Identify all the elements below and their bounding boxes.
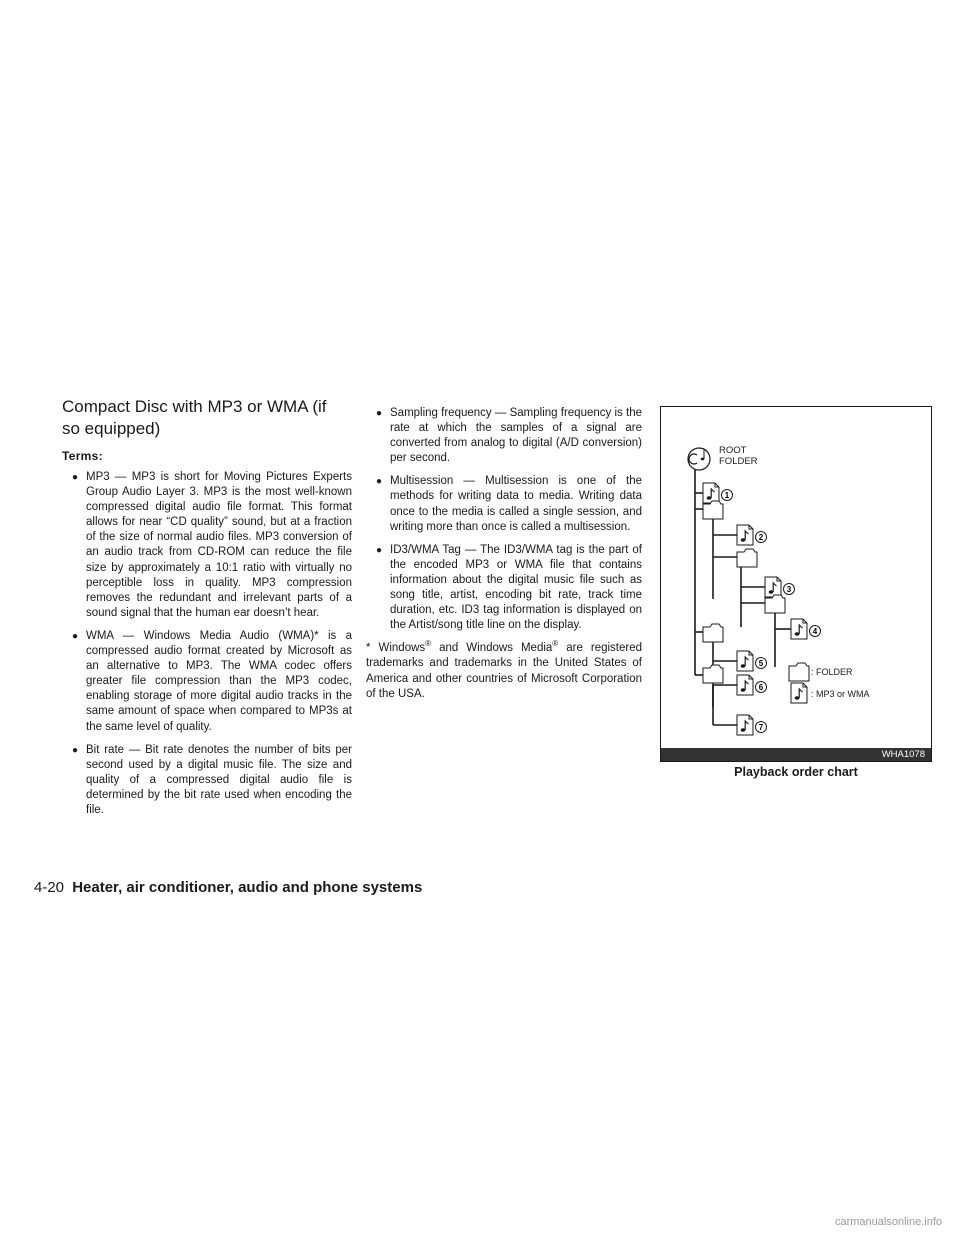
legend-file-label: : MP3 or WMA <box>811 689 870 699</box>
folder-icon <box>703 624 723 642</box>
music-file-icon <box>737 651 753 671</box>
track-number: 4 <box>812 627 818 636</box>
bullet-icon: ● <box>376 408 383 419</box>
folder-icon <box>737 549 757 567</box>
trademark-note <box>366 641 642 701</box>
title-line-1: Compact Disc with MP3 or WMA (if <box>62 397 327 416</box>
chapter-title: Heater, air conditioner, audio and phone systems <box>72 879 423 896</box>
term-sampling-frequency <box>366 406 642 466</box>
term-text: MP3 — MP3 is short for Moving Pictures Experts Group Audio Layer 3. MP3 is the most well-known compressed digital audio file format. This format allows for near “CD quality” sound, but at a fraction of the size of normal audio files. MP3 conversion of an audio track from CD-ROM can reduce the file size by approximately a 10:1 ratio with virtually no perceptible loss in quality. MP3 compression removes the redundant and irrelevant parts of a sound signal that the human ear doesn’t hear. <box>86 471 352 619</box>
term-text: WMA — Windows Media Audio (WMA)* is a compressed audio format created by Microsoft as an alternative to MP3. The WMA codec offers greater file compression than the MP3 codec, enabling storage of more digital audio tracks in the same amount of space when compared to MP3s at the same level of quality. <box>86 629 352 733</box>
column-left <box>62 396 352 826</box>
section-title <box>62 396 352 440</box>
term-text: Bit rate — Bit rate denotes the number of bits per second used by a digital music file. The size and quality of a compressed digital audio file is determined by the bit rate used when encoding the file. <box>86 743 352 816</box>
registered-mark: ® <box>425 639 432 649</box>
root-folder-label <box>719 445 758 467</box>
folder-icon <box>765 595 785 613</box>
music-file-icon <box>737 525 753 545</box>
trademark-part: are registered trademarks and trademarks in the United States of America and other countries of Microsoft Corporation of the USA. <box>366 642 643 700</box>
root-disc-icon <box>688 448 710 470</box>
music-file-icon <box>791 619 807 639</box>
figure-id: WHA1078 <box>661 748 931 761</box>
bullet-icon: ● <box>376 544 383 556</box>
term-text: Multisession — Multisession is one of the methods for writing data to media. Writing data once to the media is called a single session, and writing more than once is called a multisession. <box>390 475 642 533</box>
column-right <box>660 406 932 779</box>
playback-order-figure <box>660 406 932 762</box>
root-label-line: FOLDER <box>719 456 758 467</box>
track-number: 5 <box>758 659 764 668</box>
folder-tree-diagram <box>661 407 931 747</box>
registered-mark: ® <box>552 639 559 649</box>
music-file-icon <box>765 577 781 597</box>
term-bit-rate <box>62 743 352 818</box>
folder-icon <box>703 665 723 683</box>
bullet-icon: ● <box>376 476 383 488</box>
track-number: 3 <box>786 585 792 594</box>
track-number: 7 <box>758 723 764 732</box>
trademark-part: * Windows <box>366 642 426 655</box>
legend-folder-icon <box>789 663 809 681</box>
page-number: 4-20 <box>34 879 65 896</box>
term-id3-wma-tag <box>366 543 642 634</box>
title-line-2: so equipped) <box>62 419 161 438</box>
bullet-icon: ● <box>72 630 79 642</box>
bullet-icon: ● <box>72 472 79 483</box>
terms-label: Terms: <box>62 449 103 463</box>
track-number: 2 <box>758 533 764 542</box>
term-text: Sampling frequency — Sampling frequency is the rate at which the samples of a signal are converted from analog to digital (A/D conversion) per second. <box>390 407 642 465</box>
figure-caption: Playback order chart <box>734 765 858 779</box>
page-footer <box>34 879 422 896</box>
term-text: ID3/WMA Tag — The ID3/WMA tag is the part of the encoded MP3 or WMA file that contains information about the digital music file such as song title, artist, encoding bit rate, track time duration, etc. ID3 tag information is displayed on the Artist/song title line on the display. <box>390 543 642 632</box>
bullet-icon: ● <box>72 744 79 756</box>
music-file-icon <box>737 675 753 695</box>
legend-folder-label: : FOLDER <box>811 667 853 677</box>
term-mp3 <box>62 470 352 621</box>
trademark-part: and Windows Media <box>431 642 553 655</box>
root-label-line: ROOT <box>719 445 747 456</box>
term-wma <box>62 629 352 735</box>
track-number: 6 <box>758 683 764 692</box>
term-multisession <box>366 474 642 534</box>
music-file-icon <box>703 483 719 503</box>
folder-icon <box>703 501 723 519</box>
column-middle <box>366 406 642 702</box>
track-number: 1 <box>724 491 730 500</box>
music-file-icon <box>737 715 753 735</box>
watermark: carmanualsonline.info <box>834 1216 942 1228</box>
legend-music-file-icon <box>791 683 807 703</box>
